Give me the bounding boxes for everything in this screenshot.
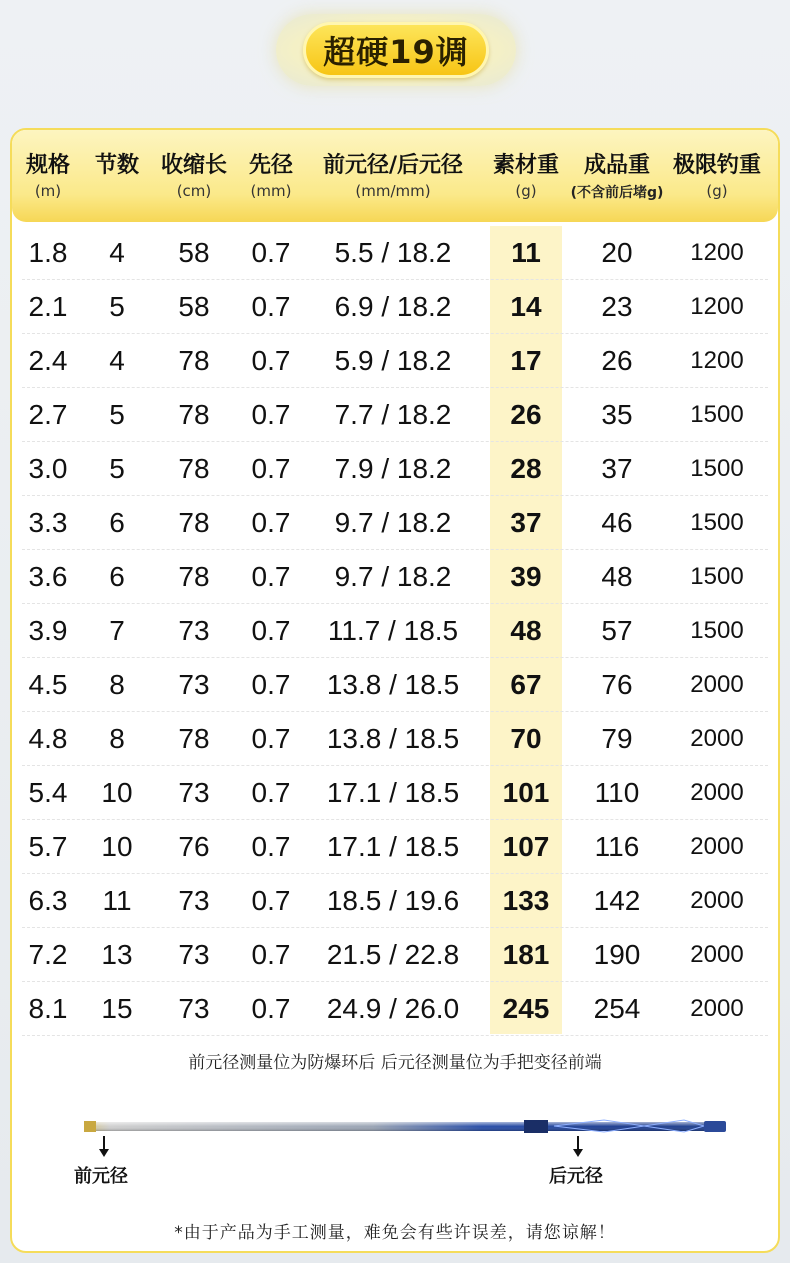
cell-sections: 13: [101, 939, 133, 970]
table-row: [22, 226, 768, 280]
cell-tip-diameter: 0.7: [251, 939, 291, 970]
header-label: 收缩长: [160, 153, 227, 178]
cell-tip-diameter: 0.7: [251, 399, 291, 430]
cell-finished-weight: 142: [593, 885, 641, 916]
cell-material-weight: 245: [502, 993, 550, 1024]
cell-front-rear-diameter: 5.5 / 18.2: [334, 237, 452, 268]
measure-note: 前元径测量位为防爆环后 后元径测量位为手把变径前端: [188, 1053, 602, 1073]
table-row: [22, 982, 768, 1036]
cell-max-load: 2000: [690, 941, 744, 968]
cell-front-rear-diameter: 13.8 / 18.5: [326, 723, 460, 754]
rear-diameter-label: 后元径: [549, 1166, 603, 1187]
cell-material-weight: 14: [510, 291, 542, 322]
cell-tip-diameter: 0.7: [251, 669, 291, 700]
header-unit: (g): [515, 182, 537, 200]
cell-max-load: 1200: [690, 239, 744, 266]
cell-tip-diameter: 0.7: [251, 453, 291, 484]
cell-front-rear-diameter: 9.7 / 18.2: [334, 561, 452, 592]
cell-retracted-length: 73: [178, 993, 210, 1024]
table-row: [22, 820, 768, 874]
cell-tip-diameter: 0.7: [251, 615, 291, 646]
header-label: 规格: [25, 153, 70, 178]
cell-spec: 4.5: [28, 669, 68, 700]
cell-tip-diameter: 0.7: [251, 345, 291, 376]
cell-material-weight: 37: [510, 507, 542, 538]
cell-finished-weight: 37: [601, 453, 633, 484]
cell-spec: 6.3: [28, 885, 68, 916]
cell-sections: 10: [101, 777, 133, 808]
cell-sections: 6: [109, 507, 125, 538]
cell-front-rear-diameter: 17.1 / 18.5: [326, 831, 460, 862]
cell-front-rear-diameter: 9.7 / 18.2: [334, 507, 452, 538]
cell-material-weight: 107: [502, 831, 550, 862]
header-sections: [87, 130, 147, 222]
cell-sections: 6: [109, 561, 125, 592]
cell-sections: 10: [101, 831, 133, 862]
front-arrow-icon: [97, 1136, 111, 1158]
cell-sections: 8: [109, 669, 125, 700]
cell-material-weight: 11: [511, 237, 541, 268]
cell-spec: 5.4: [28, 777, 68, 808]
cell-material-weight: 67: [510, 669, 542, 700]
cell-sections: 5: [109, 453, 125, 484]
cell-spec: 2.7: [28, 399, 68, 430]
cell-max-load: 1500: [690, 617, 744, 644]
rear-arrow-icon: [571, 1136, 585, 1158]
disclaimer: *由于产品为手工测量，难免会有些许误差，请您谅解！: [174, 1223, 616, 1243]
cell-front-rear-diameter: 11.7 / 18.5: [327, 615, 459, 646]
cell-retracted-length: 73: [178, 885, 210, 916]
table-row: [22, 334, 768, 388]
header-spec: [13, 130, 83, 222]
cell-retracted-length: 78: [178, 345, 210, 376]
cell-sections: 8: [109, 723, 125, 754]
cell-sections: 15: [101, 993, 133, 1024]
cell-retracted-length: 76: [178, 831, 210, 862]
cell-material-weight: 17: [510, 345, 542, 376]
cell-retracted-length: 78: [178, 723, 210, 754]
cell-max-load: 1200: [690, 347, 744, 374]
cell-max-load: 2000: [690, 671, 744, 698]
table-row: [22, 928, 768, 982]
table-row: [22, 712, 768, 766]
cell-spec: 3.6: [28, 561, 68, 592]
cell-finished-weight: 76: [601, 669, 633, 700]
header-unit: (m): [34, 182, 62, 200]
cell-retracted-length: 58: [178, 237, 210, 268]
cell-spec: 2.1: [28, 291, 68, 322]
header-finished-weight: [555, 130, 679, 222]
cell-material-weight: 28: [510, 453, 542, 484]
cell-material-weight: 181: [502, 939, 550, 970]
cell-retracted-length: 73: [178, 939, 210, 970]
table-row: [22, 874, 768, 928]
cell-front-rear-diameter: 24.9 / 26.0: [326, 993, 460, 1024]
cell-sections: 5: [109, 291, 125, 322]
header-label: 极限钓重: [672, 153, 761, 178]
cell-finished-weight: 110: [594, 777, 640, 808]
cell-max-load: 2000: [690, 887, 744, 914]
cell-retracted-length: 73: [178, 777, 210, 808]
cell-spec: 5.7: [28, 831, 68, 862]
header-material-weight: [486, 130, 566, 222]
table-row: [22, 658, 768, 712]
cell-retracted-length: 78: [178, 507, 210, 538]
cell-retracted-length: 78: [178, 399, 210, 430]
cell-spec: 1.8: [28, 237, 68, 268]
page-title: 超硬19调: [303, 22, 489, 78]
header-retracted-length: [149, 130, 239, 222]
header-unit: (mm/mm): [355, 182, 431, 200]
cell-spec: 3.0: [28, 453, 68, 484]
header-unit: (g): [706, 182, 728, 200]
cell-sections: 4: [109, 237, 125, 268]
cell-spec: 3.9: [28, 615, 68, 646]
cell-front-rear-diameter: 21.5 / 22.8: [326, 939, 460, 970]
cell-finished-weight: 35: [601, 399, 633, 430]
cell-retracted-length: 78: [178, 561, 210, 592]
cell-max-load: 1500: [690, 401, 744, 428]
cell-max-load: 2000: [690, 995, 744, 1022]
cell-max-load: 1500: [690, 455, 744, 482]
cell-front-rear-diameter: 13.8 / 18.5: [326, 669, 460, 700]
table-row: [22, 766, 768, 820]
table-row: [22, 280, 768, 334]
cell-tip-diameter: 0.7: [251, 507, 291, 538]
cell-sections: 4: [109, 345, 125, 376]
table-row: [22, 442, 768, 496]
header-front-rear-diameter: [308, 130, 478, 222]
table-row: [22, 496, 768, 550]
cell-sections: 5: [109, 399, 125, 430]
cell-finished-weight: 116: [594, 831, 640, 862]
cell-max-load: 1500: [690, 509, 744, 536]
cell-retracted-length: 78: [178, 453, 210, 484]
rod-illustration: [84, 1118, 726, 1134]
cell-spec: 2.4: [28, 345, 68, 376]
cell-tip-diameter: 0.7: [251, 993, 291, 1024]
cell-tip-diameter: 0.7: [251, 831, 291, 862]
cell-sections: 7: [109, 615, 125, 646]
cell-tip-diameter: 0.7: [251, 291, 291, 322]
cell-max-load: 2000: [690, 725, 744, 752]
cell-finished-weight: 48: [601, 561, 633, 592]
cell-tip-diameter: 0.7: [251, 723, 291, 754]
cell-spec: 3.3: [28, 507, 68, 538]
cell-tip-diameter: 0.7: [251, 777, 291, 808]
cell-spec: 7.2: [28, 939, 68, 970]
cell-tip-diameter: 0.7: [251, 885, 291, 916]
cell-front-rear-diameter: 7.7 / 18.2: [334, 399, 452, 430]
cell-material-weight: 101: [502, 777, 550, 808]
cell-retracted-length: 73: [178, 615, 210, 646]
header-label: 素材重: [492, 153, 559, 178]
cell-max-load: 1200: [690, 293, 744, 320]
cell-material-weight: 48: [510, 615, 542, 646]
cell-front-rear-diameter: 5.9 / 18.2: [334, 345, 452, 376]
header-unit: (mm): [250, 182, 292, 200]
cell-material-weight: 39: [510, 561, 542, 592]
cell-retracted-length: 73: [178, 669, 210, 700]
title-glow: [276, 14, 516, 86]
cell-tip-diameter: 0.7: [251, 561, 291, 592]
cell-max-load: 2000: [690, 779, 744, 806]
header-label: 成品重: [583, 153, 650, 178]
table-row: [22, 550, 768, 604]
cell-material-weight: 70: [510, 723, 542, 754]
cell-tip-diameter: 0.7: [251, 237, 291, 268]
cell-max-load: 2000: [690, 833, 744, 860]
cell-retracted-length: 58: [178, 291, 210, 322]
header-max-load: [662, 130, 772, 222]
front-diameter-label: 前元径: [74, 1166, 128, 1187]
cell-finished-weight: 190: [593, 939, 641, 970]
table-row: [22, 388, 768, 442]
cell-front-rear-diameter: 18.5 / 19.6: [326, 885, 460, 916]
table-row: [22, 604, 768, 658]
header-label: 节数: [94, 153, 139, 178]
header-label: 前元径/后元径: [322, 153, 464, 178]
cell-finished-weight: 26: [601, 345, 633, 376]
header-unit: (cm): [176, 182, 212, 200]
header-unit: (不含前后堵g): [570, 185, 664, 201]
cell-max-load: 1500: [690, 563, 744, 590]
cell-material-weight: 26: [510, 399, 542, 430]
cell-spec: 4.8: [28, 723, 68, 754]
cell-finished-weight: 79: [601, 723, 633, 754]
cell-sections: 11: [102, 885, 132, 916]
cell-finished-weight: 254: [593, 993, 641, 1024]
cell-finished-weight: 20: [601, 237, 633, 268]
cell-finished-weight: 23: [601, 291, 633, 322]
header-tip-diameter: [239, 130, 303, 222]
spec-table-card: [10, 128, 780, 1253]
cell-front-rear-diameter: 6.9 / 18.2: [334, 291, 452, 322]
cell-front-rear-diameter: 17.1 / 18.5: [326, 777, 460, 808]
table-header: [12, 130, 778, 222]
cell-material-weight: 133: [502, 885, 550, 916]
header-label: 先径: [248, 153, 293, 178]
cell-finished-weight: 57: [601, 615, 633, 646]
cell-spec: 8.1: [28, 993, 68, 1024]
cell-front-rear-diameter: 7.9 / 18.2: [334, 453, 452, 484]
cell-finished-weight: 46: [601, 507, 633, 538]
